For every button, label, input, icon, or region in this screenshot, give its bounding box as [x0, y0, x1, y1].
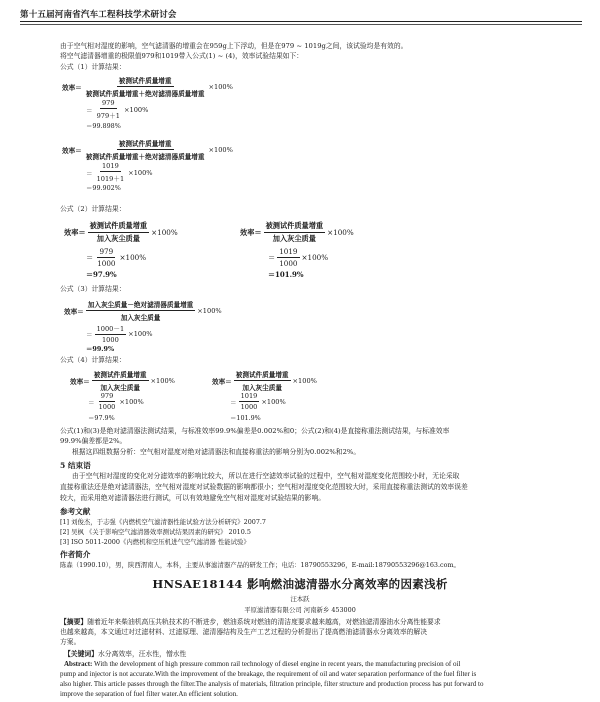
formula1b-equation	[62, 138, 233, 161]
denominator: 1019＋1	[96, 175, 125, 183]
eq-tail: ×100%	[208, 82, 233, 91]
abstract-en-line-3: also higher. This article passes through the filter.The analysis of materials, filtration principle, filter structure and production process has put forward to	[60, 680, 484, 688]
numerator: 被测试件质量增重	[93, 371, 147, 379]
denominator: 1000	[101, 336, 119, 344]
formula2b-equation	[240, 221, 354, 244]
formula4-heading: 公式（4）计算结果：	[60, 356, 126, 364]
denominator: 加入灰尘质量	[242, 384, 282, 392]
denominator: 1000	[98, 403, 116, 411]
formula2a-result: ＝97.9%	[86, 270, 117, 279]
formula4a-result: ＝97.9%	[88, 414, 115, 422]
numerator: 被测试件质量增重	[118, 77, 172, 85]
fraction	[84, 75, 207, 98]
reference-item-1: [1] 刘俊杰，于志强《内燃机空气滤清器性能试验方法分析研究》2007.7	[60, 518, 266, 526]
header-rule-thin	[20, 24, 582, 25]
abstract-cn-line-1	[60, 618, 441, 627]
conclusion-line-3: 较大，而采用绝对滤清器法进行测试，可以有效地避免空气相对湿度对试验结果的影响。	[60, 494, 326, 502]
formula2-heading: 公式（2）计算结果：	[60, 205, 126, 213]
formula2b-result: ＝101.9%	[268, 270, 304, 279]
formula4a-equation	[70, 369, 175, 392]
eq-label: 效率＝	[64, 227, 86, 237]
abstract-cn-line-2: 也越来越高，本文通过对过滤材料、过滤原理、滤清器结构及生产工艺过程的分析提出了提高燃油滤清器水分离效率的解决	[60, 628, 428, 636]
numerator: 被测试件质量增重	[264, 221, 326, 233]
formula1b-result: ＝99.902%	[86, 184, 121, 192]
intro-line-2: 将空气滤清器增重的极限值979和1019带入公式(1) ~ (4)，效率试验结果如下：	[60, 52, 304, 60]
denominator: 加入灰尘质量	[272, 234, 316, 243]
abstract-en-line-4: improve the separation of fuel filter water.An efficient solution.	[60, 690, 238, 698]
formula3a-result: ＝99.9%	[86, 345, 115, 353]
denominator: 加入灰尘质量	[120, 314, 161, 322]
eq-tail: ×100%	[150, 376, 175, 385]
eq-label: 效率＝	[62, 83, 82, 92]
denominator: 1000	[240, 403, 258, 411]
fraction	[97, 392, 118, 411]
formula4b-equation	[212, 369, 317, 392]
formula2a-equation	[64, 221, 178, 244]
analysis-line-2: 99.9%偏差都是2%。	[60, 437, 127, 445]
formula3a-step: ＝ $\frac{1000-1}{1000}$ ×100%	[86, 325, 153, 344]
denominator: 1000	[279, 259, 298, 268]
numerator: 1019	[101, 162, 119, 170]
formula4b-result: ＝101.9%	[230, 414, 261, 422]
eq-label: 效率＝	[240, 227, 262, 237]
denominator: 被测试件质量增重＋绝对滤清器质量增重	[85, 90, 205, 98]
denominator: 979＋1	[96, 112, 120, 120]
fraction	[95, 247, 117, 268]
denominator: 加入灰尘质量	[100, 384, 140, 392]
article2-affiliation: 平原滤清器有限公司 河南新乡 453000	[244, 606, 356, 614]
reference-item-3: [3] ISO 5011-2000《内燃机和空压机进气空气滤清器 性能试验》	[60, 538, 250, 546]
numerator: 979	[99, 247, 114, 256]
eq-label: 效率＝	[64, 307, 84, 316]
numerator: 979	[101, 99, 115, 107]
denominator: 1000	[97, 259, 116, 268]
numerator: 被测试件质量增重	[88, 221, 150, 233]
eq-tail: ×100%	[119, 397, 144, 406]
denominator: 被测试件质量增重＋绝对滤清器质量增重	[85, 153, 205, 161]
fraction	[95, 162, 127, 183]
eq-label: 效率＝	[62, 146, 82, 155]
eq-tail: ×100%	[327, 228, 354, 237]
intro-line-1: 由于空气相对湿度的影响，空气滤清器的增重会在959g上下浮动，但是在979 ~ 1019g之间，该试验均是有效的。	[60, 42, 408, 50]
abstract-cn-label: 【摘要】	[60, 618, 88, 626]
fraction	[264, 221, 326, 244]
numerator: 被测试件质量增重	[235, 371, 289, 379]
eq-tail: ×100%	[292, 376, 317, 385]
eq-label: 效率＝	[70, 377, 90, 386]
fraction	[239, 392, 260, 411]
abstract-cn-text: 随着近年来柴油机高压共轨技术的不断进步，燃油系统对燃油的清洁度要求越来越高，对燃油滤清器油水分离性能要求	[87, 618, 441, 626]
formula4b-step: ＝ $\frac{1019}{1000}$ ×100%	[230, 392, 286, 411]
keywords-line	[64, 650, 186, 659]
abstract-cn-line-3: 方案。	[60, 638, 81, 646]
abstract-en-label: Abstract:	[64, 660, 93, 668]
formula1-heading: 公式（1）计算结果：	[60, 63, 126, 71]
eq-tail: ×100%	[151, 228, 178, 237]
header-rule	[20, 21, 582, 22]
analysis-line-1: 公式(1)和(3)是绝对滤清器法测试结果，与标准效率99.9%偏差是0.002%和0；公式(2)和(4)是直接称重法测试结果，与标准效率	[60, 427, 450, 435]
eq-tail: ×100%	[197, 306, 222, 315]
numerator: 加入灰尘质量－绝对滤清器质量增重	[87, 301, 194, 309]
formula1a-result: ＝99.898%	[86, 122, 121, 130]
formula1b-step: ＝ $\frac{1019}{1019+1}$ ×100%	[86, 162, 153, 183]
formula4a-step: ＝ $\frac{979}{1000}$ ×100%	[88, 392, 144, 411]
author-line: 陈森（1990.10），男，陕西渭南人，本科，主要从事滤清器产品的研发工作；电话：18790553296，E-mail:18790553296@163.com。	[60, 561, 460, 569]
numerator: 979	[100, 392, 114, 400]
conclusion-line-1: 由于空气相对湿度的变化对分滤效率的影响比较大，所以在进行空滤效率试验的过程中，空气相对湿度变化范围较小时，无论采取	[72, 472, 460, 480]
formula2a-step: ＝ $\frac{979}{1000}$ ×100%	[86, 247, 147, 268]
denominator: 加入灰尘质量	[96, 234, 140, 243]
keywords-label: 【关键词】	[64, 650, 98, 658]
abstract-en-line-1	[64, 660, 460, 670]
eq-tail: ×100%	[123, 105, 149, 114]
formula1a-step: ＝ $\frac{979}{979+1}$ ×100%	[86, 99, 149, 120]
conclusion-heading: 5 结束语	[60, 461, 91, 470]
fraction	[95, 99, 122, 120]
analysis-line-3: 根据这四组数据分析：空气相对湿度对绝对滤清器法和直接称重法的影响分别为0.002%和2%。	[72, 448, 361, 456]
eq-tail: ×100%	[261, 397, 286, 406]
numerator: 1019	[279, 247, 298, 256]
abstract-en-line-2: pump and injector is not accurate.With the improvement of the breakage, the requirement of oil and water separation performance of the fuel filter is	[60, 670, 477, 678]
fraction	[84, 138, 207, 161]
abstract-en-text: With the development of high pressure common rail technology of diesel engine in recent years, the manufacturing precision of oil	[94, 660, 461, 668]
numerator: 被测试件质量增重	[118, 140, 172, 148]
fraction	[95, 323, 127, 344]
eq-tail: ×100%	[119, 253, 147, 262]
fraction	[86, 299, 196, 322]
eq-tail: ×100%	[128, 329, 153, 338]
formula2b-step: ＝ $\frac{1019}{1000}$ ×100%	[268, 247, 329, 268]
fraction	[92, 369, 149, 392]
formula3-heading: 公式（3）计算结果：	[60, 285, 126, 293]
numerator: 1000－1	[96, 325, 125, 333]
numerator: 1019	[240, 392, 258, 400]
eq-tail: ×100%	[208, 145, 233, 154]
eq-tail: ×100%	[301, 253, 329, 262]
keywords-text: 水分离效率，汪水性，憎水性	[97, 650, 187, 658]
eq-label: 效率＝	[212, 377, 232, 386]
fraction	[88, 221, 150, 244]
running-header: 第十五届河南省汽车工程科技学术研讨会	[20, 10, 177, 20]
fraction	[234, 369, 291, 392]
references-heading: 参考文献	[60, 507, 91, 516]
author-heading: 作者简介	[60, 550, 91, 559]
fraction	[277, 247, 299, 268]
reference-item-2: [2] 吴枫 《关于影响空气滤清器效率测试结果因素的研究》 2010.5	[60, 528, 251, 536]
formula3a-equation	[64, 299, 222, 322]
article2-author: 汪本跃	[290, 595, 310, 603]
formula1a-equation	[62, 75, 233, 98]
eq-tail: ×100%	[128, 168, 153, 177]
conclusion-line-2: 直接称重法还是绝对滤清器法，空气相对湿度对试验数据的影响都很小；空气相对湿度变化范围较大时，采用直接称重法测试的效率误差	[60, 483, 468, 491]
article2-title: HNSAE18144 影响燃油滤清器水分离效率的因素浅析	[152, 577, 448, 591]
